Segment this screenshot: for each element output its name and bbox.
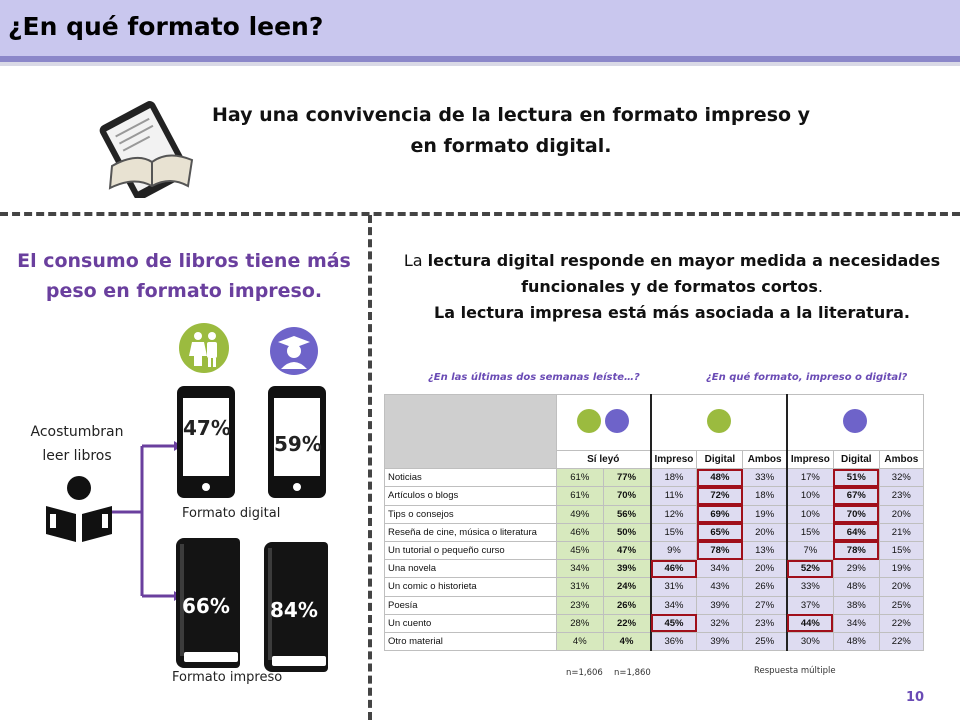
table-row	[385, 541, 924, 559]
table-cell: 36%	[651, 632, 697, 650]
acostumbran-label: Acostumbran leer libros	[30, 424, 124, 464]
table-cell: 25%	[743, 632, 787, 650]
table-cell: 34%	[697, 560, 743, 578]
header-impreso-2: Impreso	[787, 451, 833, 469]
row-label: Otro material	[385, 632, 557, 650]
table-cell: 20%	[879, 505, 923, 523]
page-title: ¿En qué formato leen?	[8, 12, 324, 41]
right-line1-pre: La	[403, 251, 428, 270]
book-icon-students	[264, 542, 328, 672]
table-cell: 56%	[603, 505, 650, 523]
table-cell: 34%	[651, 596, 697, 614]
table-cell: 26%	[743, 578, 787, 596]
table-cell: 48%	[833, 578, 879, 596]
table-cell: 64%	[833, 523, 879, 541]
table-cell: 78%	[833, 541, 879, 559]
table-cell: 28%	[557, 614, 604, 632]
table-cell: 44%	[787, 614, 833, 632]
open-book-reader-icon	[42, 474, 116, 544]
table-cell: 77%	[603, 469, 650, 487]
formato-impreso-label: Formato impreso	[172, 670, 283, 685]
table-cell: 20%	[743, 560, 787, 578]
table-cell: 32%	[697, 614, 743, 632]
table-cell: 37%	[787, 596, 833, 614]
n-right: n=1,860	[614, 668, 651, 678]
page-number: 10	[906, 690, 925, 705]
table-cell: 19%	[743, 505, 787, 523]
header-digital-2: Digital	[833, 451, 879, 469]
table-icon-cell-left	[557, 395, 651, 451]
table-row	[385, 505, 924, 523]
table-cell: 15%	[651, 523, 697, 541]
graduate-icon	[270, 327, 318, 375]
table-cell: 47%	[603, 541, 650, 559]
header-ambos-1: Ambos	[743, 451, 787, 469]
table-cell: 46%	[651, 560, 697, 578]
vertical-divider	[368, 215, 372, 720]
table-row	[385, 487, 924, 505]
table-cell: 33%	[743, 469, 787, 487]
title-underline	[0, 62, 960, 66]
table-population-icons	[575, 407, 631, 435]
table-cell: 39%	[697, 632, 743, 650]
table-cell: 34%	[833, 614, 879, 632]
table-cell: 78%	[697, 541, 743, 559]
table-cell: 65%	[697, 523, 743, 541]
table-row	[385, 578, 924, 596]
survey-table	[384, 394, 924, 651]
footnote: Respuesta múltiple	[754, 666, 836, 676]
table-cell: 49%	[557, 505, 604, 523]
question-left: ¿En las últimas dos semanas leíste…?	[428, 372, 640, 383]
table-cell: 70%	[603, 487, 650, 505]
table-graduate-icon	[842, 408, 868, 434]
formato-digital-label: Formato digital	[182, 506, 281, 521]
table-cell: 23%	[879, 487, 923, 505]
right-line1-post: .	[817, 277, 823, 296]
table-cell: 67%	[833, 487, 879, 505]
row-label: Un tutorial o pequeño curso	[385, 541, 557, 559]
table-cell: 31%	[557, 578, 604, 596]
right-heading	[388, 248, 956, 326]
table-row	[385, 469, 924, 487]
table-cell: 61%	[557, 469, 604, 487]
table-cell: 70%	[833, 505, 879, 523]
table-cell: 15%	[879, 541, 923, 559]
left-heading: El consumo de libros tiene más peso en formato impreso.	[17, 250, 351, 302]
table-cell: 12%	[651, 505, 697, 523]
table-cell: 25%	[879, 596, 923, 614]
table-row	[385, 523, 924, 541]
row-label: Una novela	[385, 560, 557, 578]
table-cell: 20%	[743, 523, 787, 541]
branch-connector	[112, 438, 182, 603]
header-digital-1: Digital	[697, 451, 743, 469]
table-cell: 20%	[879, 578, 923, 596]
table-icon-cell-mid	[651, 395, 787, 451]
table-cell: 52%	[787, 560, 833, 578]
table-cell: 9%	[651, 541, 697, 559]
row-label: Reseña de cine, música o literatura	[385, 523, 557, 541]
table-cell: 21%	[879, 523, 923, 541]
table-cell: 13%	[743, 541, 787, 559]
table-cell: 22%	[603, 614, 650, 632]
phone-icon-general	[177, 386, 235, 498]
gender-icon	[179, 323, 229, 373]
table-cell: 29%	[833, 560, 879, 578]
row-label: Poesía	[385, 596, 557, 614]
table-corner	[385, 395, 557, 469]
header-si-leyo: Sí leyó	[557, 451, 651, 469]
table-cell: 34%	[557, 560, 604, 578]
table-cell: 45%	[557, 541, 604, 559]
table-cell: 39%	[697, 596, 743, 614]
row-label: Artículos o blogs	[385, 487, 557, 505]
table-cell: 22%	[879, 632, 923, 650]
table-cell: 18%	[651, 469, 697, 487]
table-cell: 11%	[651, 487, 697, 505]
survey-table-panel	[384, 366, 944, 684]
book-icon-general	[176, 538, 240, 668]
impreso-students-value: 84%	[270, 598, 318, 622]
table-cell: 72%	[697, 487, 743, 505]
digital-general-value: 47%	[183, 416, 231, 440]
table-row	[385, 596, 924, 614]
table-cell: 15%	[787, 523, 833, 541]
table-cell: 4%	[557, 632, 604, 650]
table-cell: 33%	[787, 578, 833, 596]
table-cell: 32%	[879, 469, 923, 487]
table-cell: 24%	[603, 578, 650, 596]
table-cell: 17%	[787, 469, 833, 487]
table-row	[385, 632, 924, 650]
row-label: Un cuento	[385, 614, 557, 632]
table-cell: 51%	[833, 469, 879, 487]
table-cell: 23%	[743, 614, 787, 632]
right-line1-bold: lectura digital responde en mayor medida a necesidades funcionales y de formatos cortos	[427, 251, 941, 296]
horizontal-divider	[0, 212, 960, 216]
table-cell: 48%	[697, 469, 743, 487]
table-cell: 27%	[743, 596, 787, 614]
row-label: Tips o consejos	[385, 505, 557, 523]
table-body	[385, 469, 924, 651]
table-cell: 22%	[879, 614, 923, 632]
right-line2: La lectura impresa está más asociada a la literatura.	[434, 303, 910, 322]
row-label: Un comic o historieta	[385, 578, 557, 596]
question-right: ¿En qué formato, impreso o digital?	[706, 372, 908, 383]
row-label: Noticias	[385, 469, 557, 487]
intro-text: Hay una convivencia de la lectura en formato impreso y en formato digital.	[211, 104, 811, 157]
table-cell: 4%	[603, 632, 650, 650]
table-cell: 61%	[557, 487, 604, 505]
table-cell: 23%	[557, 596, 604, 614]
table-cell: 19%	[879, 560, 923, 578]
digital-students-value: 59%	[274, 432, 322, 456]
table-cell: 30%	[787, 632, 833, 650]
table-cell: 46%	[557, 523, 604, 541]
table-cell: 50%	[603, 523, 650, 541]
title-bar	[0, 0, 960, 62]
table-cell: 39%	[603, 560, 650, 578]
table-cell: 18%	[743, 487, 787, 505]
table-icon-cell-right	[787, 395, 923, 451]
header-impreso-1: Impreso	[651, 451, 697, 469]
table-icon-row	[385, 395, 924, 451]
table-cell: 31%	[651, 578, 697, 596]
table-cell: 10%	[787, 487, 833, 505]
table-cell: 10%	[787, 505, 833, 523]
table-cell: 38%	[833, 596, 879, 614]
tablet-book-icon	[92, 88, 196, 198]
table-cell: 7%	[787, 541, 833, 559]
n-left: n=1,606	[566, 668, 603, 678]
header-ambos-2: Ambos	[879, 451, 923, 469]
impreso-general-value: 66%	[182, 594, 230, 618]
table-gender-icon	[706, 408, 732, 434]
table-row	[385, 614, 924, 632]
table-cell: 26%	[603, 596, 650, 614]
table-cell: 43%	[697, 578, 743, 596]
table-cell: 69%	[697, 505, 743, 523]
table-cell: 45%	[651, 614, 697, 632]
table-row	[385, 560, 924, 578]
phone-icon-students	[268, 386, 326, 498]
table-cell: 48%	[833, 632, 879, 650]
